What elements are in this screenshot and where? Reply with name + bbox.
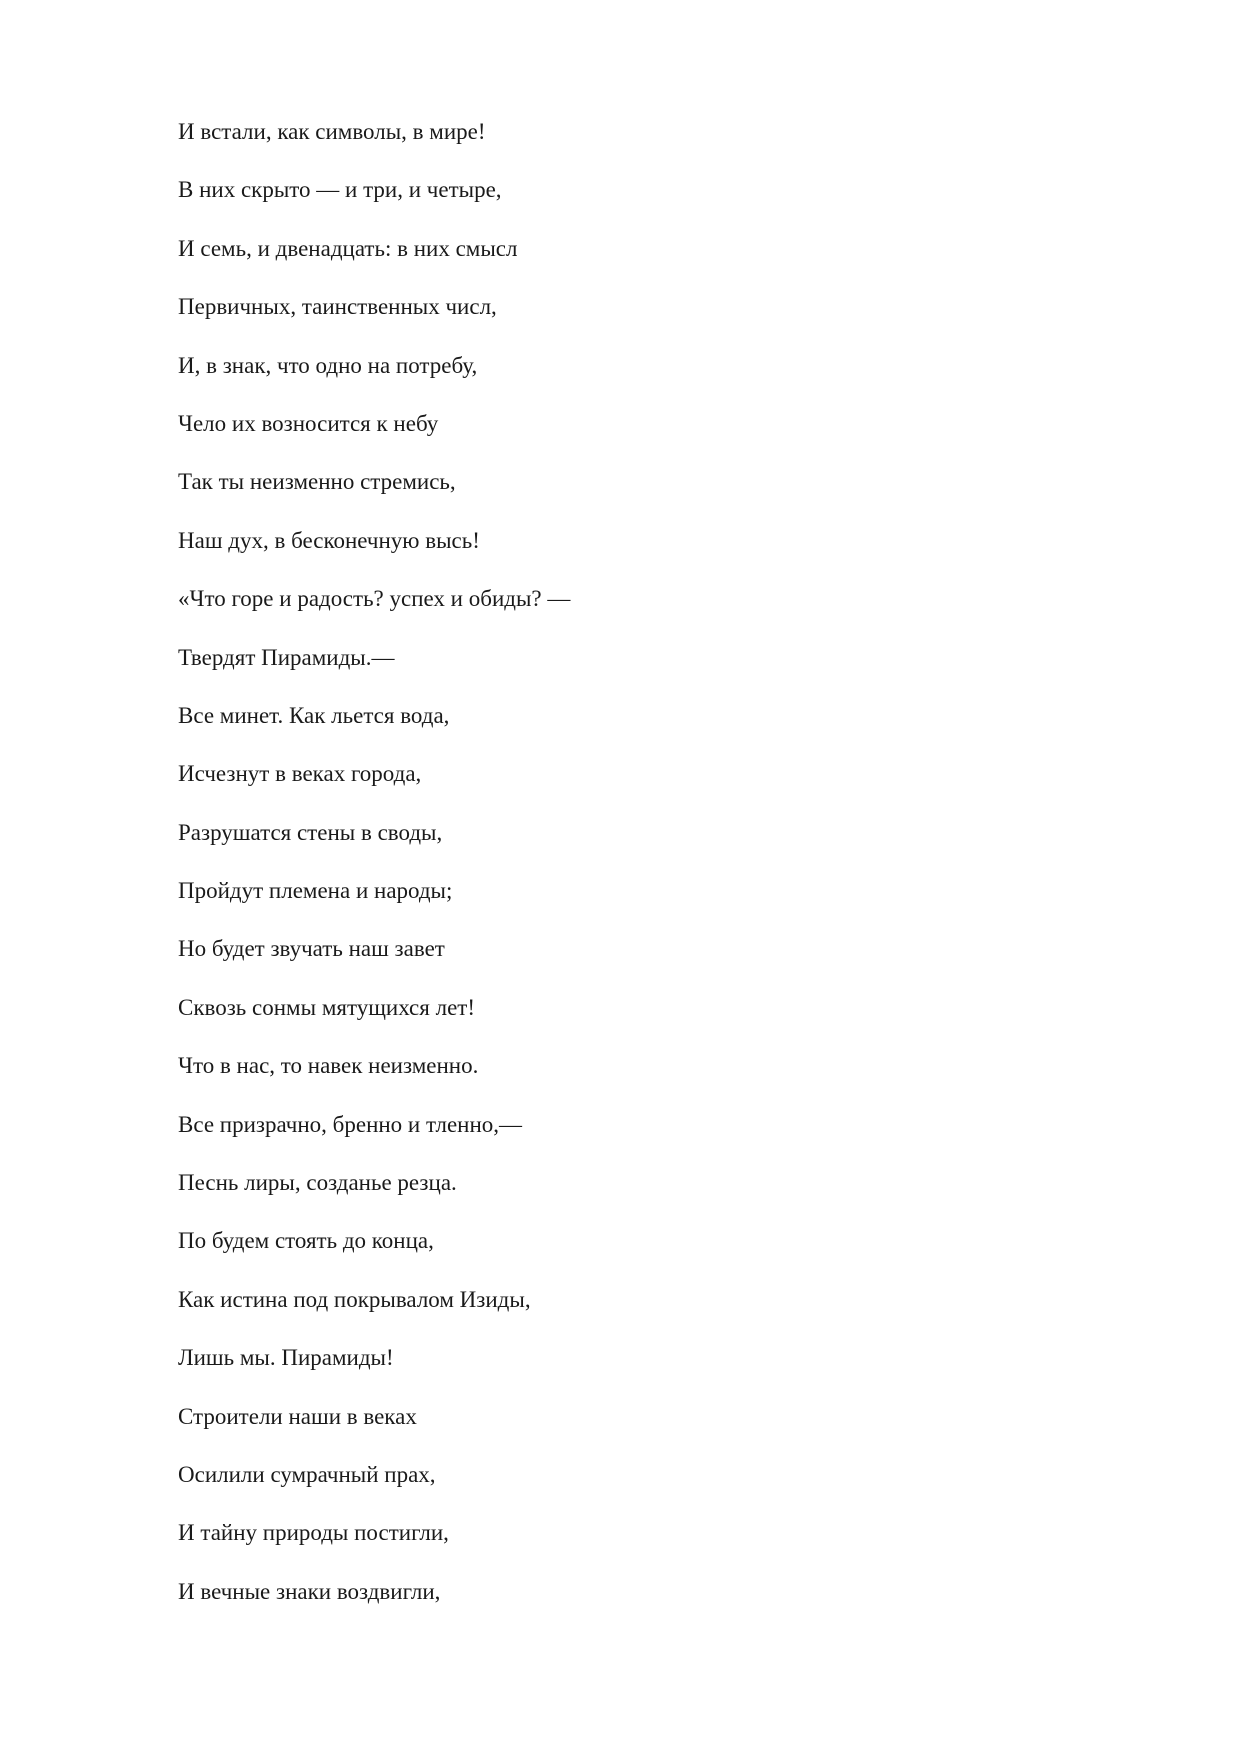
poem-line: Пройдут племена и народы; (178, 878, 453, 904)
poem-line: Наш дух, в бесконечную высь! (178, 527, 480, 553)
poem-line: Твердят Пирамиды.— (178, 644, 395, 670)
poem-line: Все минет. Как льется вода, (178, 702, 450, 728)
poem-line: И вечные знаки воздвигли, (178, 1578, 441, 1604)
poem-line: Осилили сумрачный прах, (178, 1461, 436, 1487)
poem-line: Строители наши в веках (178, 1403, 417, 1429)
poem-line: Чело их возносится к небу (178, 410, 439, 436)
poem-line: Все призрачно, бренно и тленно,— (178, 1111, 523, 1137)
poem-line: Как истина под покрывалом Изиды, (178, 1286, 531, 1312)
poem-line: Первичных, таинственных числ, (178, 294, 497, 320)
poem-text (178, 114, 1078, 1632)
poem-line: И тайну природы постигли, (178, 1520, 449, 1546)
poem-line: Но будет звучать наш завет (178, 936, 445, 962)
poem-line: И встали, как символы, в мире! (178, 119, 486, 144)
poem-line: Исчезнут в веках города, (178, 761, 422, 787)
poem-line: Разрушатся стены в своды, (178, 819, 443, 845)
poem-line: В них скрыто — и три, и четыре, (178, 177, 502, 203)
poem-line: Что в нас, то навек неизменно. (178, 1053, 479, 1079)
poem-line: Сквозь сонмы мятущихся лет! (178, 994, 475, 1020)
poem-line: По будем стоять до конца, (178, 1228, 434, 1254)
poem-line: И, в знак, что одно на потребу, (178, 352, 478, 378)
poem-line: Песнь лиры, созданье резца. (178, 1170, 457, 1196)
poem-line: Лишь мы. Пирамиды! (178, 1345, 394, 1371)
poem-line: Так ты неизменно стремись, (178, 469, 456, 495)
poem-line: И семь, и двенадцать: в них смысл (178, 235, 518, 261)
poem-line: «Что горе и радость? успех и обиды? — (178, 586, 571, 612)
